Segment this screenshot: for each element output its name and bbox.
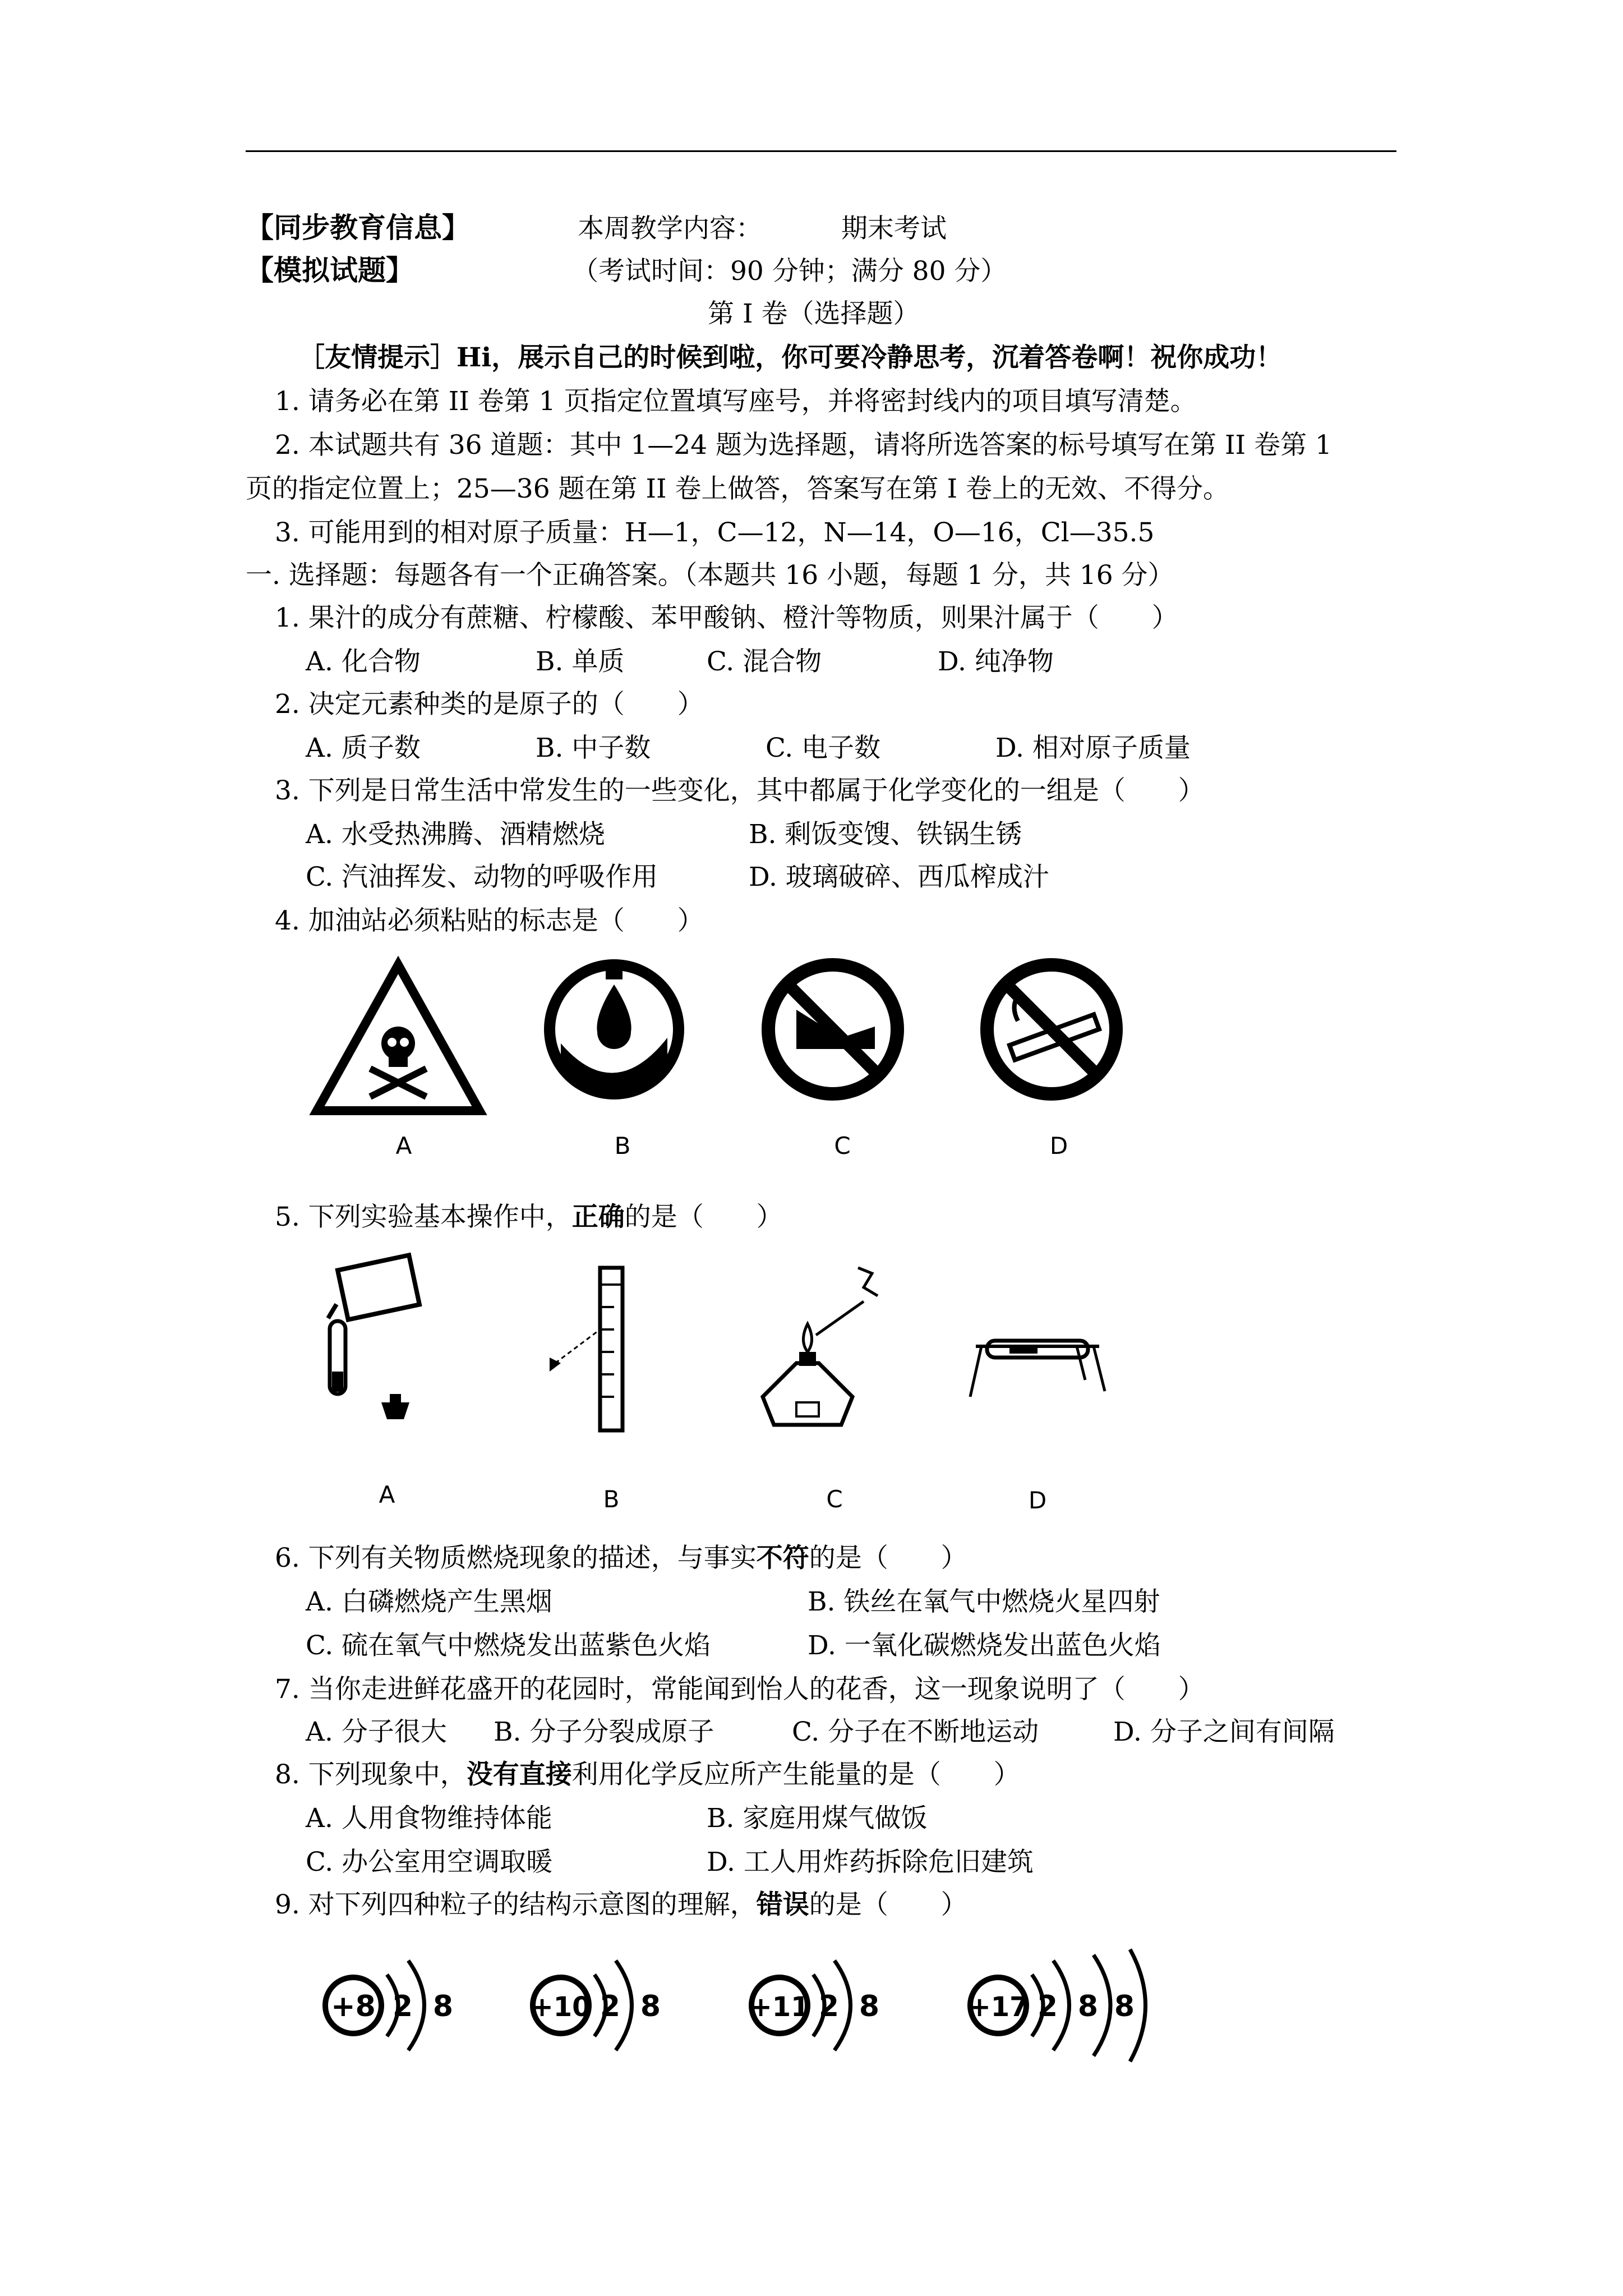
test-label: 【模拟试题】 — [246, 254, 414, 287]
pouring-liquid-illustration — [320, 1251, 443, 1436]
q3-option-a: A. 水受热沸腾、酒精燃烧 — [306, 819, 605, 850]
q6-stem-text: 6. 下列有关物质燃烧现象的描述，与事实 — [275, 1543, 757, 1573]
particle-4-shell-3: 8 — [1114, 1990, 1135, 2023]
particle-3-shell-2: 8 — [859, 1990, 880, 2023]
q1-option-c: C. 混合物 — [707, 646, 822, 677]
note-2: 2. 本试题共有 36 道题：其中 1—24 题为选择题，请将所选答案的标号填写在第 II 卷第 1 — [275, 430, 1332, 461]
q3-option-c: C. 汽油挥发、动物的呼吸作用 — [306, 862, 658, 892]
poison-warning-sign — [311, 959, 485, 1116]
q9-stem-emphasis: 错误 — [756, 1889, 809, 1920]
particle-diagram-1 — [325, 1961, 453, 2050]
q4-caption-b: B — [614, 1132, 631, 1159]
q7-option-d: D. 分子之间有间隔 — [1113, 1717, 1335, 1747]
q2-option-d: D. 相对原子质量 — [995, 733, 1191, 763]
q8-stem — [275, 1758, 1020, 1792]
q6-option-b: B. 铁丝在氧气中燃烧火星四射 — [808, 1586, 1160, 1617]
particle-1-shell-2: 8 — [432, 1990, 454, 2023]
q8-option-d: D. 工人用炸药拆除危旧建筑 — [707, 1847, 1034, 1878]
q6-stem — [275, 1542, 967, 1575]
q7-option-a: A. 分子很大 — [306, 1717, 447, 1747]
q8-stem-text: 8. 下列现象中， — [275, 1759, 467, 1790]
test-info: （考试时间：90 分钟；满分 80 分） — [572, 256, 1007, 287]
q6-option-d: D. 一氧化碳燃烧发出蓝色火焰 — [808, 1630, 1161, 1661]
test-tube-heating-illustration — [965, 1324, 1110, 1402]
q3-option-d: D. 玻璃破碎、西瓜榨成汁 — [749, 862, 1049, 892]
q4-caption-d: D — [1049, 1132, 1068, 1159]
particle-4-shell-1: 2 — [1037, 1990, 1058, 2023]
q5-caption-d: D — [1028, 1487, 1047, 1514]
graduated-cylinder-illustration — [544, 1262, 645, 1436]
q7-stem: 7. 当你走进鲜花盛开的花园时，常能闻到怡人的花香，这一现象说明了（ ） — [275, 1674, 1205, 1705]
q3-option-b: B. 剩饭变馊、铁锅生锈 — [749, 819, 1022, 850]
q5-stem-text-end: 的是（ ） — [624, 1202, 783, 1232]
content-label: 本周教学内容： — [578, 213, 762, 244]
q2-option-b: B. 中子数 — [536, 733, 651, 763]
q2-stem: 2. 决定元素种类的是原子的（ ） — [275, 689, 704, 720]
q4-stem: 4. 加油站必须粘贴的标志是（ ） — [275, 905, 704, 936]
q1-stem: 1. 果汁的成分有蔗糖、柠檬酸、苯甲酸钠、橙汁等物质，则果汁属于（ ） — [275, 602, 1178, 633]
water-saving-sign — [538, 954, 690, 1105]
q6-stem-emphasis: 不符 — [756, 1543, 809, 1573]
note-3: 3. 可能用到的相对原子质量：H—1，C—12，N—14，O—16，Cl—35.5 — [275, 517, 1155, 548]
friendly-tip: ［友情提示］Hi，展示自己的时候到啦，你可要冷静思考，沉着答卷啊！祝你成功！ — [298, 342, 1283, 373]
header-rule — [246, 150, 1396, 152]
q5-stem-text: 5. 下列实验基本操作中， — [275, 1202, 572, 1232]
volume-title: 第 I 卷（选择题） — [708, 298, 920, 329]
q4-caption-a: A — [395, 1132, 412, 1159]
particle-1-shell-1: 2 — [392, 1990, 413, 2023]
q9-stem — [275, 1888, 967, 1922]
q9-stem-text-end: 的是（ ） — [809, 1889, 967, 1920]
q8-option-c: C. 办公室用空调取暖 — [306, 1847, 553, 1878]
particle-structure-diagrams — [320, 1935, 1161, 2076]
q4-caption-c: C — [834, 1132, 851, 1159]
q7-option-c: C. 分子在不断地运动 — [792, 1717, 1039, 1747]
q6-option-a: A. 白磷燃烧产生黑烟 — [306, 1586, 552, 1617]
particle-1-nucleus: +8 — [331, 1990, 376, 2023]
particle-2-shell-2: 8 — [640, 1990, 661, 2023]
q5-stem — [275, 1200, 783, 1234]
alcohol-lamp-illustration — [751, 1257, 886, 1436]
q5-caption-b: B — [603, 1485, 620, 1513]
q5-caption-a: A — [379, 1481, 395, 1508]
no-smoking-sign — [976, 954, 1127, 1105]
particle-3-nucleus: +11 — [749, 1991, 810, 2023]
q6-stem-text-end: 的是（ ） — [809, 1543, 967, 1573]
q8-stem-emphasis: 没有直接 — [466, 1759, 572, 1790]
q8-stem-text-end: 利用化学反应所产生能量的是（ ） — [571, 1759, 1020, 1790]
particle-diagram-4 — [968, 1949, 1145, 2062]
q2-option-c: C. 电子数 — [766, 733, 881, 763]
q1-option-b: B. 单质 — [536, 646, 625, 677]
q8-option-b: B. 家庭用煤气做饭 — [707, 1803, 928, 1834]
q5-caption-c: C — [826, 1485, 843, 1513]
particle-4-shell-2: 8 — [1077, 1990, 1099, 2023]
section-one-heading: 一. 选择题：每题各有一个正确答案。（本题共 16 小题，每题 1 分，共 16 分） — [246, 560, 1174, 591]
q2-option-a: A. 质子数 — [306, 733, 421, 763]
q3-stem: 3. 下列是日常生活中常发生的一些变化，其中都属于化学变化的一组是（ ） — [275, 775, 1205, 806]
particle-2-nucleus: +10 — [531, 1991, 591, 2023]
particle-4-nucleus: +17 — [968, 1991, 1029, 2023]
particle-diagram-2 — [531, 1961, 661, 2050]
q9-stem-text: 9. 对下列四种粒子的结构示意图的理解， — [275, 1889, 757, 1920]
content-value: 期末考试 — [841, 213, 947, 244]
q1-option-d: D. 纯净物 — [938, 646, 1054, 677]
particle-2-shell-1: 2 — [600, 1990, 621, 2023]
q7-option-b: B. 分子分裂成原子 — [494, 1717, 714, 1747]
q1-option-a: A. 化合物 — [306, 646, 421, 677]
no-horn-sign — [757, 954, 909, 1105]
particle-diagram-3 — [749, 1961, 879, 2050]
note-1: 1. 请务必在第 II 卷第 1 页指定位置填写座号，并将密封线内的项目填写清楚。 — [275, 386, 1197, 417]
q8-option-a: A. 人用食物维持体能 — [306, 1803, 552, 1834]
q5-stem-emphasis: 正确 — [571, 1202, 625, 1232]
info-label: 【同步教育信息】 — [246, 211, 470, 244]
q6-option-c: C. 硫在氧气中燃烧发出蓝紫色火焰 — [306, 1630, 711, 1661]
particle-3-shell-1: 2 — [818, 1990, 840, 2023]
note-2-cont: 页的指定位置上；25—36 题在第 II 卷上做答，答案写在第 I 卷上的无效、不得分。 — [246, 473, 1230, 504]
